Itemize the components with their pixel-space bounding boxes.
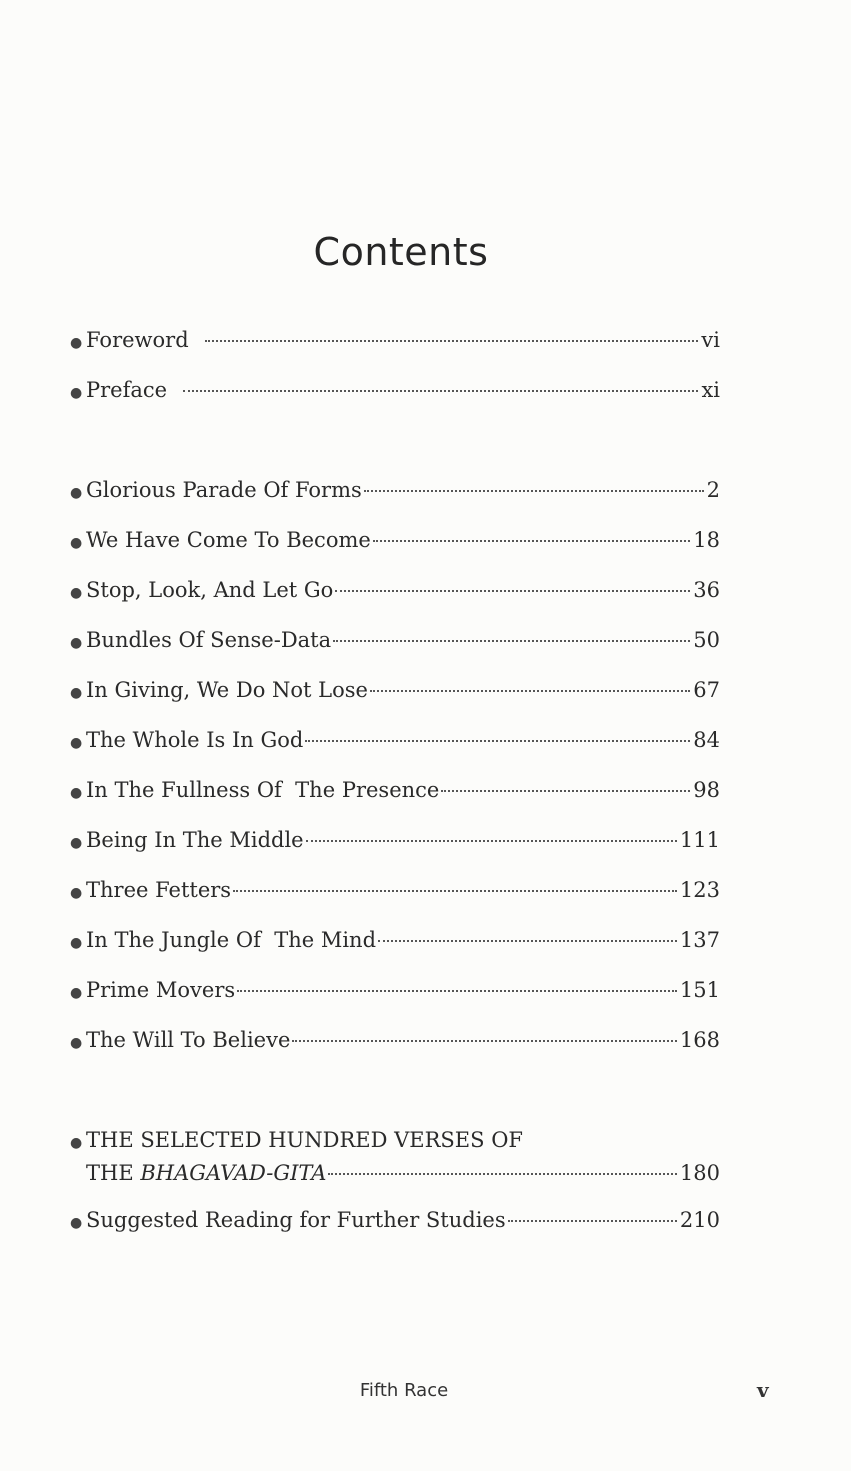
dot-leader [335, 590, 690, 592]
bullet-icon: ● [70, 985, 83, 1001]
bullet-icon: ● [70, 785, 83, 801]
toc-entry-label: Prime Movers [86, 978, 236, 1002]
toc-entry-label-line2 [86, 1158, 326, 1188]
toc-entry-label: Glorious Parade Of Forms [86, 478, 362, 502]
toc-page-number: 36 [693, 578, 720, 602]
bullet-icon: ● [70, 835, 83, 851]
toc-page-number: 111 [679, 828, 720, 852]
toc-entry-label: In Giving, We Do Not Lose [86, 678, 368, 702]
toc-entry-foreword[interactable] [70, 325, 720, 355]
bullet-icon: ● [70, 535, 83, 551]
toc-entry-chapter[interactable] [70, 725, 720, 755]
dot-leader [364, 490, 704, 492]
toc-page-number: 123 [679, 878, 720, 902]
toc-entry-label: Stop, Look, And Let Go [86, 578, 334, 602]
toc-entry-chapter[interactable] [70, 575, 720, 605]
toc-page-number: xi [701, 378, 720, 402]
toc-page-number: 50 [693, 628, 720, 652]
dot-leader [333, 640, 690, 642]
dot-leader [508, 1220, 677, 1222]
toc-entry-preface[interactable] [70, 375, 720, 405]
toc-entry-label: In The Jungle Of The Mind [86, 928, 377, 952]
bullet-icon: ● [70, 735, 83, 751]
bullet-icon: ● [70, 685, 83, 701]
toc-entry-label: We Have Come To Become [86, 528, 371, 552]
toc-entry-label: Suggested Reading for Further Studies [86, 1208, 506, 1232]
bullet-icon: ● [70, 585, 83, 601]
dot-leader [328, 1173, 676, 1175]
toc-entry-label: In The Fullness Of The Presence [86, 778, 440, 802]
toc-entry-selected-verses[interactable] [70, 1125, 720, 1188]
toc-entry-label-italic: BHAGAVAD-GITA [140, 1161, 327, 1185]
toc-page-number: 84 [693, 728, 720, 752]
toc-entry-line2 [70, 1158, 720, 1188]
toc-entry-line1 [70, 1125, 720, 1158]
toc-entry-label: Three Fetters [86, 878, 232, 902]
dot-leader [205, 340, 699, 342]
toc-entry-label: Being In The Middle [86, 828, 304, 852]
dot-leader [441, 790, 690, 792]
toc-page-number: 18 [693, 528, 720, 552]
dot-leader [292, 1040, 677, 1042]
toc-page-number: 180 [679, 1161, 720, 1185]
toc-page-number: 2 [706, 478, 720, 502]
running-footer-title: Fifth Race [359, 1380, 449, 1401]
bullet-icon: ● [70, 1035, 83, 1051]
bullet-icon: ● [70, 1135, 83, 1151]
bullet-icon: ● [70, 1215, 83, 1231]
toc-entry-chapter[interactable] [70, 775, 720, 805]
toc-page-number: 67 [693, 678, 720, 702]
bullet-icon: ● [70, 385, 83, 401]
toc-entry-chapter[interactable] [70, 475, 720, 505]
toc-entry-label: Preface [86, 378, 168, 402]
toc-entry-label-prefix: THE [86, 1161, 141, 1185]
toc-page-number: vi [701, 328, 720, 352]
toc-entry-chapter[interactable] [70, 825, 720, 855]
toc-entry-label: Bundles Of Sense-Data [86, 628, 332, 652]
toc-entry-chapter[interactable] [70, 925, 720, 955]
toc-entry-label: The Whole Is In God [86, 728, 304, 752]
toc-entry-label: Foreword [86, 328, 189, 352]
dot-leader [370, 690, 690, 692]
toc-entry-chapter[interactable] [70, 875, 720, 905]
toc-entry-chapter[interactable] [70, 525, 720, 555]
toc-entry-chapter[interactable] [70, 675, 720, 705]
dot-leader [305, 740, 690, 742]
toc-page-number: 168 [679, 1028, 720, 1052]
bullet-icon: ● [70, 885, 83, 901]
dot-leader [233, 890, 677, 892]
dot-leader [378, 940, 677, 942]
dot-leader [237, 990, 677, 992]
toc-page-number: 98 [693, 778, 720, 802]
bullet-icon: ● [70, 335, 83, 351]
dot-leader [373, 540, 690, 542]
dot-leader [183, 390, 698, 392]
bullet-icon: ● [70, 635, 83, 651]
toc-entry-label: THE SELECTED HUNDRED VERSES OF [86, 1128, 523, 1152]
toc-entry-chapter[interactable] [70, 1025, 720, 1055]
bullet-icon: ● [70, 485, 83, 501]
toc-page-number: 151 [679, 978, 720, 1002]
toc-entry-chapter[interactable] [70, 975, 720, 1005]
toc-entry-chapter[interactable] [70, 625, 720, 655]
bullet-icon: ● [70, 935, 83, 951]
toc-entry-label: The Will To Believe [86, 1028, 291, 1052]
page-title: Contents [313, 230, 489, 274]
toc-page-number: 210 [679, 1208, 720, 1232]
folio-page-number: v [757, 1378, 769, 1402]
toc-page-number: 137 [679, 928, 720, 952]
toc-entry-suggested-reading[interactable] [70, 1205, 720, 1235]
dot-leader [306, 840, 677, 842]
